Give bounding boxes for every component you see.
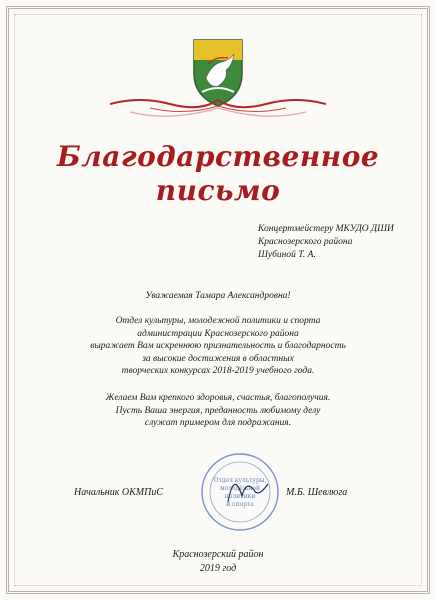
paragraph-line: творческих конкурсах 2018-2019 учебного года. xyxy=(121,366,315,376)
stamp-text: и спорта xyxy=(226,501,254,508)
paragraph-line: за высокие достижения в областных xyxy=(142,353,294,364)
addressee-position: Концертмейстеру МКУДО ДШИ xyxy=(258,224,394,234)
paragraph-line: Желаем Вам крепкого здоровья, счастья, благополучия. xyxy=(105,393,331,403)
place: Краснозерский район xyxy=(172,549,264,560)
paragraph-line: служат примером для подражания. xyxy=(144,418,292,428)
signatory-name: М.Б. Шевлюга xyxy=(286,487,348,498)
stamp-text: Отдел культуры, xyxy=(213,477,267,484)
year: 2019 год xyxy=(199,563,237,574)
paragraph-line: Отдел культуры, молодежной политики и спорта xyxy=(115,316,321,326)
greeting: Уважаемая Тамара Александровна! xyxy=(145,291,291,301)
stamp-text: молодёжной xyxy=(219,485,261,492)
official-stamp xyxy=(198,450,282,534)
paragraph-line: Пусть Ваша энергия, преданность любимому делу xyxy=(115,405,321,416)
wishes-paragraph xyxy=(0,392,436,430)
paragraph-line: администрации Краснозерского района xyxy=(137,328,299,339)
signatory-title: Начальник ОКМПиС xyxy=(74,487,163,498)
addressee-name: Шубиной Т. А. xyxy=(258,250,316,260)
addressee-block xyxy=(258,223,394,262)
paragraph-line: выражает Вам искреннюю признательность и благодарность xyxy=(90,341,346,351)
gratitude-paragraph xyxy=(0,315,436,378)
stamp-text: политики xyxy=(224,493,256,500)
addressee-district: Краснозерского района xyxy=(258,237,353,247)
ribbon-ornament xyxy=(110,86,326,126)
certificate-title: Благодарственное xyxy=(56,140,380,173)
certificate-title-line2: письмо xyxy=(155,174,281,207)
